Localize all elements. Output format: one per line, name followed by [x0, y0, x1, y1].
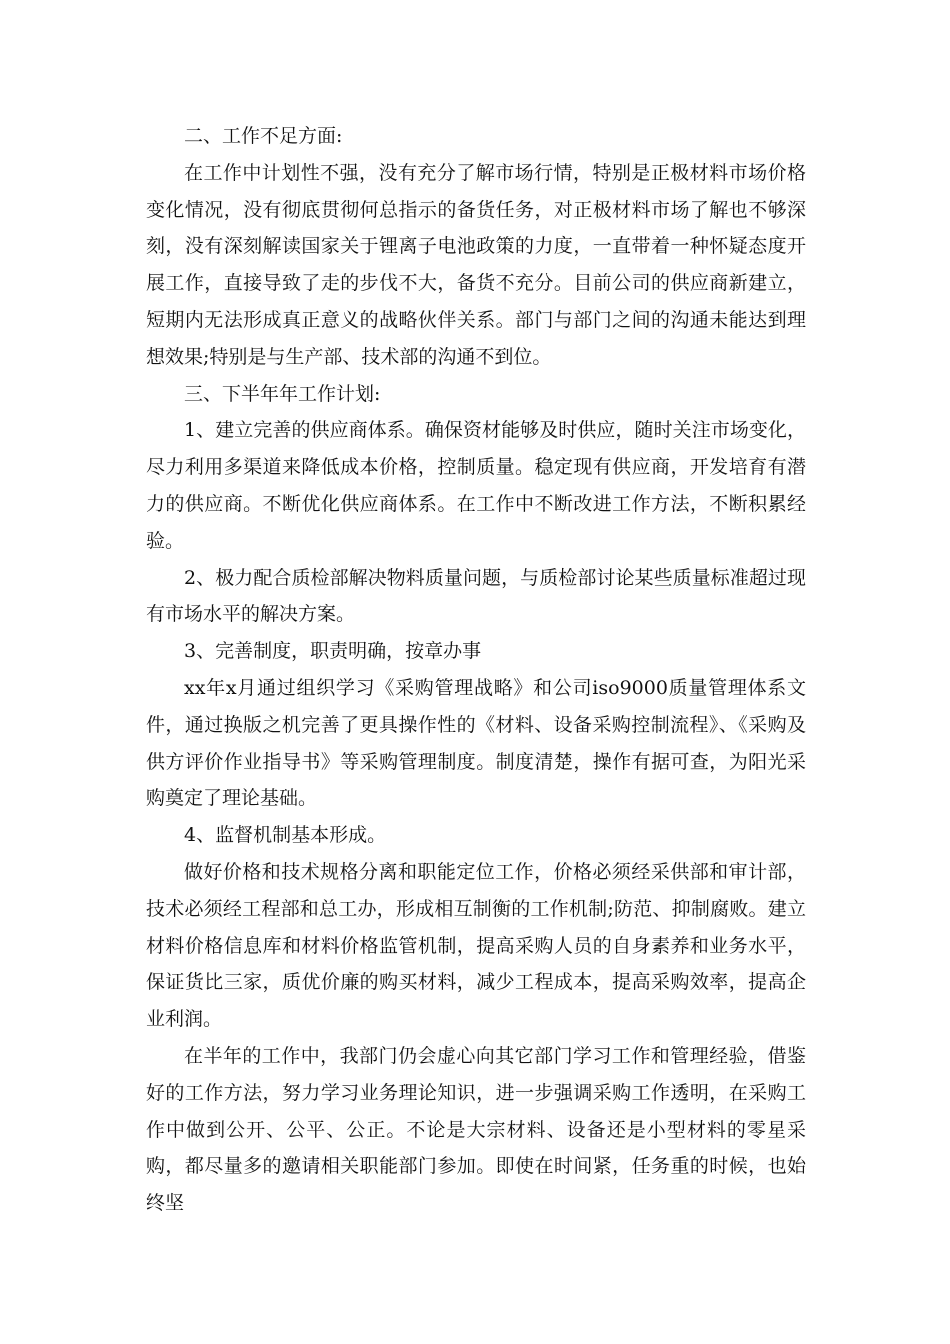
- section-heading-plan: 三、下半年年工作计划:: [184, 382, 381, 405]
- plan-item-1: 1、建立完善的供应商体系。确保资材能够及时供应，随时关注市场变化，尽力利用多渠道来降低成本价格，控制质量。稳定现有供应商，开发培育有潜力的供应商。不断优化供应商体系。在工作中不断改进工作方法，不断积累经验。: [146, 419, 806, 552]
- section-heading-shortcomings: 二、工作不足方面:: [184, 125, 343, 147]
- plan-item-3-body: xx年x月通过组织学习《采购管理战略》和公司iso9000质量管理体系文件，通过换版之机完善了更具操作性的《材料、设备采购控制流程》、《采购及供方评价作业指导书》等采购管理制度。制度清楚，操作有据可查，为阳光采购奠定了理论基础。: [146, 676, 806, 810]
- plan-item-4-heading: 4、监督机制基本形成。: [184, 824, 387, 847]
- paragraph-closing: 在半年的工作中，我部门仍会虚心向其它部门学习工作和管理经验，借鉴好的工作方法，努力学习业务理论知识，进一步强调采购工作透明，在采购工作中做到公开、公平、公正。不论是大宗材料、设备还是小型材料的零星采购，都尽量多的邀请相关职能部门参加。即使在时间紧，任务重的时候，也始终坚: [146, 1044, 806, 1215]
- plan-item-4-body: 做好价格和技术规格分离和职能定位工作，价格必须经采供部和审计部，技术必须经工程部和总工办，形成相互制衡的工作机制;防范、抑制腐败。建立材料价格信息库和材料价格监管机制，提高采购人员的自身素养和业务水平，保证货比三家，质优价廉的购买材料，减少工程成本，提高采购效率，提高企业利润。: [146, 860, 806, 1031]
- paragraph-shortcomings: 在工作中计划性不强，没有充分了解市场行情，特别是正极材料市场价格变化情况，没有彻底贯彻何总指示的备货任务，对正极材料市场了解也不够深刻，没有深刻解读国家关于锂离子电池政策的力度，一直带着一种怀疑态度开展工作，直接导致了走的步伐不大，备货不充分。目前公司的供应商新建立，短期内无法形成真正意义的战略伙伴关系。部门与部门之间的沟通未能达到理想效果;特别是与生产部、技术部的沟通不到位。: [146, 161, 806, 368]
- document-body: [146, 118, 806, 1222]
- plan-item-3-heading: 3、完善制度，职责明确，按章办事: [184, 640, 482, 663]
- plan-item-2: 2、极力配合质检部解决物料质量问题，与质检部讨论某些质量标准超过现有市场水平的解决方案。: [146, 566, 806, 626]
